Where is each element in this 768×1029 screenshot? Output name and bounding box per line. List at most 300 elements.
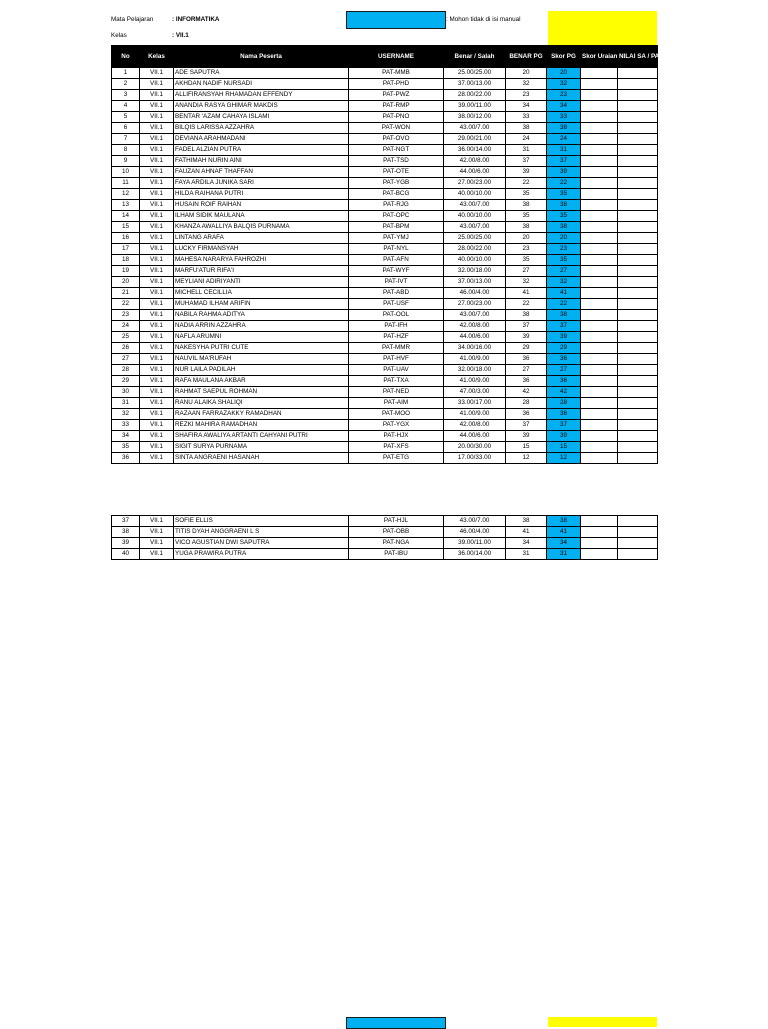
table-row	[112, 409, 658, 420]
row-benar-pg: 35	[506, 189, 547, 200]
row-skor-pg: 42	[547, 387, 581, 398]
note-text: : Mohon tidak di isi manual	[446, 16, 521, 23]
row-benar-salah: 44.00/6.00	[444, 431, 506, 442]
row-nama: MICHELL CECILLIA	[174, 288, 349, 299]
row-benar-pg: 39	[506, 167, 547, 178]
row-username: PAT-MMR	[349, 343, 444, 354]
row-skor-pg: 31	[547, 549, 581, 560]
highlight-box	[548, 11, 657, 45]
row-nama: NAFLA ARUMNI	[174, 332, 349, 343]
row-nama: KHANZA AWALLIYA BALQIS PURNAMA	[174, 222, 349, 233]
row-benar-salah: 39.00/11.00	[444, 101, 506, 112]
row-skor-uraian	[581, 420, 618, 431]
row-skor-uraian	[581, 134, 618, 145]
row-benar-pg: 38	[506, 222, 547, 233]
row-no: 21	[112, 288, 140, 299]
row-skor-pg: 20	[547, 233, 581, 244]
score-table-2	[111, 515, 658, 560]
row-benar-pg: 36	[506, 409, 547, 420]
col-header-kelas: Kelas	[140, 46, 174, 68]
row-skor-uraian	[581, 343, 618, 354]
row-skor-pg: 22	[547, 299, 581, 310]
row-nama: YUGA PRAWIRA PUTRA	[174, 549, 349, 560]
row-skor-uraian	[581, 442, 618, 453]
row-benar-pg: 38	[506, 310, 547, 321]
row-username: PAT-OBB	[349, 527, 444, 538]
row-no: 8	[112, 145, 140, 156]
row-skor-uraian	[581, 211, 618, 222]
table-row	[112, 299, 658, 310]
row-skor-pg: 33	[547, 112, 581, 123]
row-skor-uraian	[581, 365, 618, 376]
row-nilai	[618, 387, 658, 398]
row-benar-salah: 38.00/12.00	[444, 112, 506, 123]
row-kelas: VII.1	[140, 343, 174, 354]
row-nilai	[618, 365, 658, 376]
row-nama: ALLIFIRANSYAH RHAMADAN EFFENDY	[174, 90, 349, 101]
row-benar-pg: 12	[506, 453, 547, 464]
row-benar-pg: 41	[506, 527, 547, 538]
row-nilai	[618, 442, 658, 453]
row-skor-pg: 38	[547, 516, 581, 527]
row-username: PAT-YGB	[349, 178, 444, 189]
row-nilai	[618, 156, 658, 167]
row-kelas: VII.1	[140, 222, 174, 233]
row-kelas: VII.1	[140, 288, 174, 299]
row-skor-pg: 23	[547, 90, 581, 101]
row-skor-uraian	[581, 453, 618, 464]
row-username: PAT-TSD	[349, 156, 444, 167]
table-row	[112, 420, 658, 431]
row-skor-uraian	[581, 538, 618, 549]
row-username: PAT-HJX	[349, 431, 444, 442]
row-no: 35	[112, 442, 140, 453]
row-skor-uraian	[581, 255, 618, 266]
table-row	[112, 244, 658, 255]
row-nama: LUCKY FIRMANSYAH	[174, 244, 349, 255]
table-row	[112, 255, 658, 266]
row-benar-pg: 37	[506, 420, 547, 431]
row-skor-pg: 37	[547, 321, 581, 332]
row-benar-salah: 25.00/25.00	[444, 233, 506, 244]
row-kelas: VII.1	[140, 211, 174, 222]
row-benar-salah: 47.00/3.00	[444, 387, 506, 398]
row-skor-pg: 22	[547, 178, 581, 189]
row-skor-pg: 27	[547, 365, 581, 376]
row-kelas: VII.1	[140, 453, 174, 464]
row-username: PAT-HZF	[349, 332, 444, 343]
row-username: PAT-YGX	[349, 420, 444, 431]
row-benar-salah: 28.00/22.00	[444, 90, 506, 101]
row-nama: MEYLIANI ADIRIYANTI	[174, 277, 349, 288]
row-benar-salah: 43.00/7.00	[444, 200, 506, 211]
row-benar-salah: 36.00/14.00	[444, 145, 506, 156]
row-username: PAT-IFH	[349, 321, 444, 332]
row-nilai	[618, 398, 658, 409]
row-nilai	[618, 90, 658, 101]
row-kelas: VII.1	[140, 387, 174, 398]
row-nilai	[618, 134, 658, 145]
row-skor-pg: 34	[547, 101, 581, 112]
row-benar-salah: 40.00/10.00	[444, 211, 506, 222]
table-row	[112, 398, 658, 409]
table-row	[112, 200, 658, 211]
row-benar-salah: 37.00/13.00	[444, 277, 506, 288]
row-no: 33	[112, 420, 140, 431]
row-skor-pg: 39	[547, 332, 581, 343]
col-header-username: USERNAME	[349, 46, 444, 68]
col-header-benar-salah: Benar / Salah	[444, 46, 506, 68]
row-nama: AKHDAN NADIF NURSADI	[174, 79, 349, 90]
table-row	[112, 516, 658, 527]
row-skor-pg: 37	[547, 156, 581, 167]
row-username: PAT-NGA	[349, 538, 444, 549]
row-skor-pg: 36	[547, 376, 581, 387]
row-benar-pg: 27	[506, 365, 547, 376]
row-benar-salah: 41.00/9.00	[444, 376, 506, 387]
row-nama: RANU ALAIKA SHALIQI	[174, 398, 349, 409]
row-username: PAT-MOO	[349, 409, 444, 420]
row-no: 6	[112, 123, 140, 134]
row-nama: ADE SAPUTRA	[174, 68, 349, 79]
table-row	[112, 222, 658, 233]
row-kelas: VII.1	[140, 321, 174, 332]
row-no: 15	[112, 222, 140, 233]
row-benar-salah: 36.00/14.00	[444, 549, 506, 560]
row-nama: SINTA ANGRAENI HASANAH	[174, 453, 349, 464]
row-benar-pg: 15	[506, 442, 547, 453]
row-nama: MARFU'ATUR RIFA'I	[174, 266, 349, 277]
row-skor-uraian	[581, 233, 618, 244]
row-nilai	[618, 101, 658, 112]
row-kelas: VII.1	[140, 244, 174, 255]
row-benar-pg: 22	[506, 299, 547, 310]
table-row	[112, 90, 658, 101]
row-benar-pg: 39	[506, 332, 547, 343]
table-row	[112, 156, 658, 167]
col-header-benar-pg: BENAR PG	[506, 46, 547, 68]
row-benar-pg: 35	[506, 211, 547, 222]
row-skor-pg: 41	[547, 527, 581, 538]
row-skor-pg: 28	[547, 398, 581, 409]
row-skor-uraian	[581, 516, 618, 527]
row-nilai	[618, 409, 658, 420]
row-benar-salah: 25.00/25.00	[444, 68, 506, 79]
row-skor-uraian	[581, 299, 618, 310]
row-no: 4	[112, 101, 140, 112]
row-nama: RAZAAN FARRAZAKKY RAMADHAN	[174, 409, 349, 420]
row-kelas: VII.1	[140, 255, 174, 266]
row-kelas: VII.1	[140, 134, 174, 145]
row-benar-pg: 35	[506, 255, 547, 266]
row-username: PAT-RMP	[349, 101, 444, 112]
row-skor-pg: 15	[547, 442, 581, 453]
row-username: PAT-PNO	[349, 112, 444, 123]
table-row	[112, 145, 658, 156]
row-no: 30	[112, 387, 140, 398]
row-username: PAT-HVF	[349, 354, 444, 365]
table-row	[112, 321, 658, 332]
table-row	[112, 453, 658, 464]
row-no: 11	[112, 178, 140, 189]
row-benar-pg: 31	[506, 145, 547, 156]
table-row	[112, 101, 658, 112]
row-benar-salah: 46.00/4.00	[444, 288, 506, 299]
row-skor-uraian	[581, 123, 618, 134]
row-skor-pg: 35	[547, 211, 581, 222]
row-no: 5	[112, 112, 140, 123]
class-label: Kelas	[111, 32, 127, 39]
row-no: 40	[112, 549, 140, 560]
row-skor-uraian	[581, 79, 618, 90]
row-skor-pg: 41	[547, 288, 581, 299]
row-no: 37	[112, 516, 140, 527]
row-kelas: VII.1	[140, 68, 174, 79]
col-header-skor-uraian: Skor Uraian	[581, 46, 618, 68]
row-nama: FAYA ARDILA JUNIKA SARI	[174, 178, 349, 189]
row-nilai	[618, 255, 658, 266]
row-kelas: VII.1	[140, 365, 174, 376]
row-nilai	[618, 299, 658, 310]
row-no: 28	[112, 365, 140, 376]
row-nilai	[618, 527, 658, 538]
row-benar-pg: 37	[506, 156, 547, 167]
table-row	[112, 365, 658, 376]
row-kelas: VII.1	[140, 90, 174, 101]
row-no: 1	[112, 68, 140, 79]
row-username: PAT-NED	[349, 387, 444, 398]
row-username: PAT-OTE	[349, 167, 444, 178]
row-no: 39	[112, 538, 140, 549]
row-benar-salah: 32.00/18.00	[444, 365, 506, 376]
row-skor-pg: 20	[547, 68, 581, 79]
score-table	[111, 45, 663, 464]
row-skor-uraian	[581, 321, 618, 332]
row-benar-pg: 38	[506, 123, 547, 134]
table-row	[112, 288, 658, 299]
row-nama: SIGIT SURYA PURNAMA	[174, 442, 349, 453]
table-row	[112, 189, 658, 200]
row-kelas: VII.1	[140, 527, 174, 538]
row-benar-salah: 42.00/8.00	[444, 156, 506, 167]
row-skor-pg: 38	[547, 222, 581, 233]
row-nama: VICO AGUSTIAN DWI SAPUTRA	[174, 538, 349, 549]
table-row	[112, 233, 658, 244]
row-kelas: VII.1	[140, 354, 174, 365]
row-nilai	[618, 211, 658, 222]
row-benar-salah: 43.00/7.00	[444, 123, 506, 134]
row-nama: BILQIS LARISSA AZZAHRA	[174, 123, 349, 134]
row-skor-pg: 34	[547, 538, 581, 549]
table-row	[112, 387, 658, 398]
subject-value: : INFORMATIKA	[172, 16, 220, 23]
row-nama: SHAFIRA AWALIYA ARTANTI CAHYANI PUTRI	[174, 431, 349, 442]
row-kelas: VII.1	[140, 376, 174, 387]
table-row	[112, 79, 658, 90]
row-no: 13	[112, 200, 140, 211]
row-no: 16	[112, 233, 140, 244]
row-nilai	[618, 178, 658, 189]
row-no: 38	[112, 527, 140, 538]
row-kelas: VII.1	[140, 398, 174, 409]
table-row	[112, 527, 658, 538]
row-skor-uraian	[581, 527, 618, 538]
row-benar-salah: 44.00/6.00	[444, 332, 506, 343]
row-benar-salah: 41.00/9.00	[444, 409, 506, 420]
row-skor-uraian	[581, 549, 618, 560]
table-row	[112, 277, 658, 288]
row-benar-pg: 38	[506, 516, 547, 527]
row-skor-uraian	[581, 332, 618, 343]
row-skor-uraian	[581, 409, 618, 420]
table-row	[112, 538, 658, 549]
row-benar-pg: 38	[506, 200, 547, 211]
row-skor-uraian	[581, 431, 618, 442]
row-skor-pg: 35	[547, 189, 581, 200]
row-benar-pg: 33	[506, 112, 547, 123]
table-row	[112, 549, 658, 560]
row-username: PAT-AIM	[349, 398, 444, 409]
row-username: PAT-IVT	[349, 277, 444, 288]
row-kelas: VII.1	[140, 420, 174, 431]
row-benar-salah: 27.00/23.00	[444, 299, 506, 310]
row-username: PAT-RJG	[349, 200, 444, 211]
row-skor-uraian	[581, 376, 618, 387]
col-header-no: No	[112, 46, 140, 68]
row-username: PAT-OOL	[349, 310, 444, 321]
row-skor-pg: 29	[547, 343, 581, 354]
row-benar-pg: 32	[506, 79, 547, 90]
table-row	[112, 178, 658, 189]
row-nama: RAHMAT SAEPUL ROHMAN	[174, 387, 349, 398]
row-nilai	[618, 516, 658, 527]
row-nilai	[618, 244, 658, 255]
row-benar-pg: 36	[506, 376, 547, 387]
row-username: PAT-PHD	[349, 79, 444, 90]
row-nama: NUR LAILA PADILAH	[174, 365, 349, 376]
row-no: 26	[112, 343, 140, 354]
row-skor-pg: 31	[547, 145, 581, 156]
row-username: PAT-UAV	[349, 365, 444, 376]
footer-highlight-box	[548, 1017, 657, 1027]
row-skor-pg: 38	[547, 123, 581, 134]
row-kelas: VII.1	[140, 277, 174, 288]
row-nama: NAUVIL MA'RUFAH	[174, 354, 349, 365]
table-row	[112, 211, 658, 222]
row-nama: HILDA RAIHANA PUTRI	[174, 189, 349, 200]
row-nilai	[618, 310, 658, 321]
row-benar-pg: 23	[506, 244, 547, 255]
footer-note-swatch	[346, 1017, 446, 1029]
row-username: PAT-NGT	[349, 145, 444, 156]
col-header-nilai: NILAI SA / PAT	[618, 46, 658, 68]
row-username: PAT-BPM	[349, 222, 444, 233]
row-benar-pg: 20	[506, 68, 547, 79]
row-no: 10	[112, 167, 140, 178]
row-username: PAT-WON	[349, 123, 444, 134]
row-benar-pg: 37	[506, 321, 547, 332]
row-kelas: VII.1	[140, 145, 174, 156]
table-row	[112, 266, 658, 277]
row-nama: FATHIMAH NURIN AINI	[174, 156, 349, 167]
row-username: PAT-HJL	[349, 516, 444, 527]
table-row	[112, 134, 658, 145]
row-nilai	[618, 277, 658, 288]
row-username: PAT-YMJ	[349, 233, 444, 244]
col-header-skor-pg: Skor PG	[547, 46, 581, 68]
class-value: : VII.1	[172, 32, 189, 39]
row-benar-salah: 28.00/22.00	[444, 244, 506, 255]
row-benar-salah: 33.00/17.00	[444, 398, 506, 409]
row-skor-uraian	[581, 145, 618, 156]
row-nilai	[618, 68, 658, 79]
row-benar-salah: 34.00/16.00	[444, 343, 506, 354]
row-nilai	[618, 343, 658, 354]
table-row	[112, 123, 658, 134]
row-no: 17	[112, 244, 140, 255]
row-skor-uraian	[581, 200, 618, 211]
row-nilai	[618, 332, 658, 343]
table-row	[112, 442, 658, 453]
row-benar-pg: 42	[506, 387, 547, 398]
row-kelas: VII.1	[140, 123, 174, 134]
row-no: 27	[112, 354, 140, 365]
row-nilai	[618, 538, 658, 549]
row-benar-pg: 31	[506, 549, 547, 560]
row-nilai	[618, 189, 658, 200]
row-nilai	[618, 266, 658, 277]
row-username: PAT-PWZ	[349, 90, 444, 101]
row-nilai	[618, 431, 658, 442]
table-row	[112, 376, 658, 387]
row-benar-salah: 43.00/7.00	[444, 310, 506, 321]
row-nama: NAKESYHA PUTRI CUTE	[174, 343, 349, 354]
row-username: PAT-ABD	[349, 288, 444, 299]
row-no: 36	[112, 453, 140, 464]
row-nama: ANANDIA RASYA GHIMAR MAKDIS	[174, 101, 349, 112]
row-nama: FAUZAN AHNAF THAFFAN	[174, 167, 349, 178]
row-skor-pg: 39	[547, 167, 581, 178]
row-kelas: VII.1	[140, 409, 174, 420]
table-row	[112, 332, 658, 343]
row-benar-salah: 39.00/11.00	[444, 538, 506, 549]
row-nama: FADEL ALZIAN PUTRA	[174, 145, 349, 156]
row-skor-uraian	[581, 398, 618, 409]
row-skor-pg: 27	[547, 266, 581, 277]
row-kelas: VII.1	[140, 431, 174, 442]
row-skor-uraian	[581, 178, 618, 189]
row-benar-salah: 44.00/6.00	[444, 167, 506, 178]
row-nilai	[618, 112, 658, 123]
row-skor-uraian	[581, 354, 618, 365]
row-kelas: VII.1	[140, 516, 174, 527]
row-skor-uraian	[581, 266, 618, 277]
row-skor-pg: 38	[547, 310, 581, 321]
row-skor-uraian	[581, 387, 618, 398]
row-benar-salah: 20.00/30.00	[444, 442, 506, 453]
row-nilai	[618, 354, 658, 365]
row-nama: NABILA RAHMA ADITYA	[174, 310, 349, 321]
row-benar-salah: 37.00/13.00	[444, 79, 506, 90]
row-kelas: VII.1	[140, 101, 174, 112]
row-kelas: VII.1	[140, 200, 174, 211]
row-skor-uraian	[581, 90, 618, 101]
table-row	[112, 310, 658, 321]
row-kelas: VII.1	[140, 79, 174, 90]
row-skor-uraian	[581, 189, 618, 200]
row-skor-uraian	[581, 112, 618, 123]
table-row	[112, 431, 658, 442]
